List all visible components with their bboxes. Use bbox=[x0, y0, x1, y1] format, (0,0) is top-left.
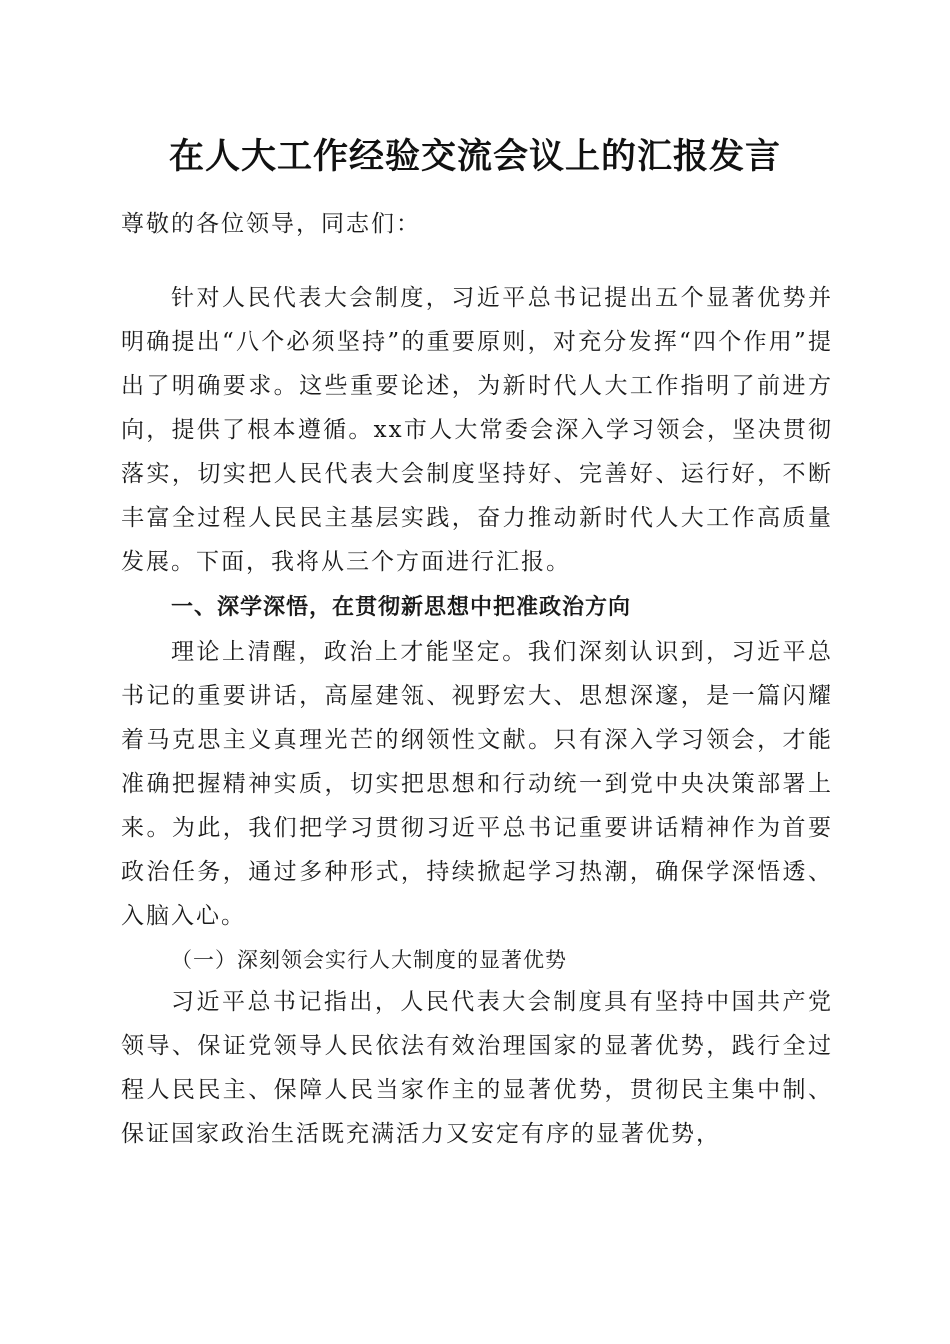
subsection-1-paragraph: 习近平总书记指出，人民代表大会制度具有坚持中国共产党领导、保证党领导人民依法有效治理国家的显著优势，践行全过程人民民主、保障人民当家作主的显著优势，贯彻民主集中制、保证国家政治生活既充满活力又安定有序的显著优势， bbox=[121, 989, 833, 1147]
section-heading-1: 一、深学深悟，在贯彻新思想中把准政治方向 bbox=[171, 595, 632, 620]
intro-paragraph: 针对人民代表大会制度，习近平总书记提出五个显著优势并明确提出“八个必须坚持”的重要原则，对充分发挥“四个作用”提出了明确要求。这些重要论述，为新时代人大工作指明了前进方向，提供了根本遵循。xx市人大常委会深入学习领会，坚决贯彻落实，切实把人民代表大会制度坚持好、完善好、运行好，不断丰富全过程人民民主基层实践，奋力推动新时代人大工作高质量发展。下面，我将从三个方面进行汇报。 bbox=[121, 285, 833, 575]
document-title: 在人大工作经验交流会议上的汇报发言 bbox=[168, 136, 781, 177]
salutation: 尊敬的各位领导，同志们： bbox=[121, 211, 421, 237]
section-1-paragraph: 理论上清醒，政治上才能坚定。我们深刻认识到，习近平总书记的重要讲话，高屋建瓴、视野宏大、思想深邃，是一篇闪耀着马克思主义真理光芒的纲领性文献。只有深入学习领会，才能准确把握精神实质，切实把思想和行动统一到党中央决策部署上来。为此，我们把学习贯彻习近平总书记重要讲话精神作为首要政治任务，通过多种形式，持续掀起学习热潮，确保学深悟透、入脑入心。 bbox=[121, 639, 833, 929]
subsection-heading-1: （一）深刻领会实行人大制度的显著优势 bbox=[171, 948, 567, 972]
